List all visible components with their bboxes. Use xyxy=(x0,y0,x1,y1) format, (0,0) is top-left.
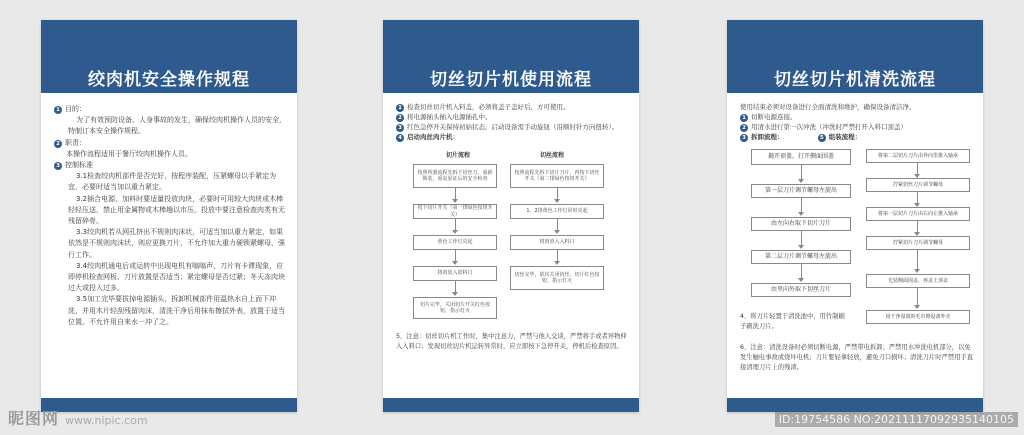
flow-box: 将肉放入放料口 xyxy=(413,266,497,281)
slicer-cleaning-panel xyxy=(727,20,983,412)
arrow-down-icon xyxy=(452,292,458,296)
number-1-icon: 1 xyxy=(396,104,404,112)
number-2-icon: 2 xyxy=(54,140,62,148)
number-1-icon: 1 xyxy=(54,106,62,114)
image-id-label: ID:19754586 NO:20211117092935140105 xyxy=(775,412,1018,427)
arrow-down-icon xyxy=(798,278,804,282)
shredding-flow-title: 切丝流程 xyxy=(540,152,565,159)
flow-box: 由里向外取下切丝刀片 xyxy=(751,283,851,297)
section-heading: 控制标准 xyxy=(65,161,93,170)
usage-note: 5、注意：切丝切片机工作时，集中注意力，严禁与他人交谈，严禁将手或者异物伸入入料口；发现切丝切片机运转异常时，应立即按下急停开关，停机后检查原因。 xyxy=(396,333,627,350)
cleaning-flowchart xyxy=(727,146,983,336)
flow-box: 黄色工作灯亮起 xyxy=(413,235,497,250)
arrow-down-icon xyxy=(554,230,560,234)
number-2-icon: 2 xyxy=(740,124,748,132)
arrow-down-icon xyxy=(798,245,804,249)
flow-box: 切片完毕，关闭切片开关红色按钮，指示灯灭 xyxy=(413,297,497,319)
flow-box: 按照所割流程先拆下切丝刀，重新锁装，重复验证后的安全检查 xyxy=(413,164,497,188)
number-3-icon: 3 xyxy=(396,124,404,132)
step-text: 组装流程： xyxy=(828,133,862,141)
flow-connector xyxy=(801,165,802,180)
watermark-site: www.nipic.com xyxy=(65,414,148,427)
flow-box: 切丝完毕，依次关闭切丝、切片红色按钮，指示灯灭 xyxy=(510,266,604,290)
arrow-down-icon xyxy=(798,179,804,183)
arrow-down-icon xyxy=(798,212,804,216)
panel-header xyxy=(383,20,639,93)
rule-item: 3.2插合电源，加料时要适量投放肉块，必要时可用较大肉块或木棒轻轻压送，禁止用金属物或木棒趟以市压。投放中要注意检查肉类有无残留碎骨。 xyxy=(68,194,285,226)
flow-box: 拧紧切丝刀片调节螺母 xyxy=(866,178,970,192)
flow-connector xyxy=(917,250,918,270)
cleaning-step-4: 4、将刀片轻置于清洗池中，用竹制刷子刷洗刀片。 xyxy=(740,313,845,330)
section-heading: 职责： xyxy=(65,138,86,147)
panel-title: 绞肉机安全操作规程 xyxy=(88,70,250,90)
step-text: 红色急停开关保持初始状态，启动设备需手动旋钮（沿顺时针方向扭转）。 xyxy=(407,123,619,131)
arrow-down-icon xyxy=(554,199,560,203)
flow-box: 第二层刀片调节螺母左旋出 xyxy=(751,250,851,264)
nipic-watermark xyxy=(8,406,148,429)
arrow-down-icon xyxy=(554,261,560,265)
flow-box: 用干净湿润的毛巾擦设备外壳 xyxy=(866,310,970,324)
rule-item: 3.4绞肉机通电后或运转中出现电机有嗡嗡声，刀片有卡滞现象，应即停机检查网板、刀片放置是否适当；紧定螺母是否过紧；冬天冻肉块过大或投入过多。 xyxy=(68,261,285,293)
step-text: 启动肉丝肉片机： xyxy=(407,133,459,141)
arrow-down-icon xyxy=(914,305,920,309)
flow-box: 第一层刀片调节螺母左旋出 xyxy=(751,184,851,198)
arrow-down-icon xyxy=(914,269,920,273)
number-3-icon: 3 xyxy=(54,162,62,170)
rule-item: 3.5加工完毕要拔掉电源插头，拆卸机械部件用温热水自上而下冲洗，并用木片轻刮残留肉沫，清洗干净后用抹布擦拭外表，放置于适当位置。不允许用自来水一冲了之。 xyxy=(68,295,285,326)
panel-footer-bar xyxy=(383,398,639,412)
panel-title: 切丝切片机使用流程 xyxy=(430,70,592,90)
panel-title: 切丝切片机清洗流程 xyxy=(774,70,936,90)
number-4-icon: 4 xyxy=(396,134,404,142)
number-3-icon: 3 xyxy=(740,134,748,142)
flow-box: 1、2排黄色工作灯同时亮起 xyxy=(510,204,604,219)
arrow-down-icon xyxy=(452,261,458,265)
panel-header xyxy=(41,20,297,93)
number-1-icon: 1 xyxy=(740,114,748,122)
step-text: 用清水进行第一次冲洗（冲洗时严禁打开入料口顶盖） xyxy=(751,123,907,131)
rule-item: 3.3绞肉机若从网孔挤出不规则肉沫状，可适当加以重力紧定，如果依然是不规则肉沫状，则应更换刀片，不允许加大重力硬锁紧螺母，强行工作。 xyxy=(68,228,285,259)
slicing-flow-title: 切片流程 xyxy=(446,152,471,159)
arrow-down-icon xyxy=(452,230,458,234)
number-5-icon: 5 xyxy=(818,134,826,142)
cleaning-intro: 使用结束必须对设备进行全面清洗和维护，确保设备清洁净。 xyxy=(740,103,916,111)
flow-box: 将第一层切片刀片由右向左推入轴承 xyxy=(866,207,970,221)
section-text: 本操作流程适用于餐厅绞肉机操作人员。 xyxy=(66,149,192,158)
flow-connector xyxy=(917,288,918,306)
panel-body xyxy=(396,102,629,142)
flow-box: 按照流程先拆下切片刀片，再按下切丝开关（第二排绿色按钮开关） xyxy=(510,164,604,188)
panel-body xyxy=(54,104,287,328)
flow-connector xyxy=(801,231,802,246)
number-2-icon: 2 xyxy=(396,114,404,122)
step-text: 拆卸流程： xyxy=(751,133,784,141)
flow-box: 揭开顶盖，打开侧面围盖 xyxy=(751,149,851,165)
panel-body xyxy=(740,102,973,142)
section-heading: 目的： xyxy=(65,105,86,113)
flow-box: 先装侧面围盖，再盖上顶盖 xyxy=(866,274,970,288)
flow-box: 由左向右取下切片刀片 xyxy=(751,217,851,231)
flow-box: 拧紧切片刀片调节螺母 xyxy=(866,236,970,250)
step-text: 切断电源连接。 xyxy=(751,113,797,121)
flow-connector xyxy=(801,264,802,279)
flow-box: 按下切片开关（第一排绿色按钮开关） xyxy=(413,204,497,219)
slicer-usage-panel xyxy=(383,20,639,412)
meat-grinder-safety-panel xyxy=(41,20,297,412)
panel-header xyxy=(727,20,983,93)
section-text: 为了有效预防设备、人身事故的发生，确保绞肉机操作人员的安全，特制订本安全操作规程。 xyxy=(68,116,286,136)
arrow-down-icon xyxy=(452,199,458,203)
watermark-brand: 昵图网 xyxy=(8,409,60,428)
panel-footer-bar xyxy=(727,398,983,412)
flow-connector xyxy=(801,198,802,213)
step-text: 检查切丝切片机入料盖，必须将盖子盖好后，方可使用。 xyxy=(407,103,570,111)
flow-box: 将肉放入入料口 xyxy=(510,235,604,250)
flow-box: 将第二层切片刀片由外向里推入轴承 xyxy=(866,149,970,163)
step-text: 将电源插头插入电源插孔中。 xyxy=(407,113,492,121)
rule-item: 3.1检查绞肉机部件是否完好，按程序装配，压紧螺母以手紧定为宜，必要时适当加以重力紧定。 xyxy=(68,172,277,192)
usage-flowchart xyxy=(383,150,639,350)
cleaning-note: 6、注意：清洗设备时必须切断电源，严禁带电拆卸；严禁用水冲洗电机部分，以免发生触电事故或烧坏电机；刀片要轻拿轻放，避免刀口损坏；清洗刀片时严禁用手直接清理刀片上的残渣。 xyxy=(740,344,973,371)
